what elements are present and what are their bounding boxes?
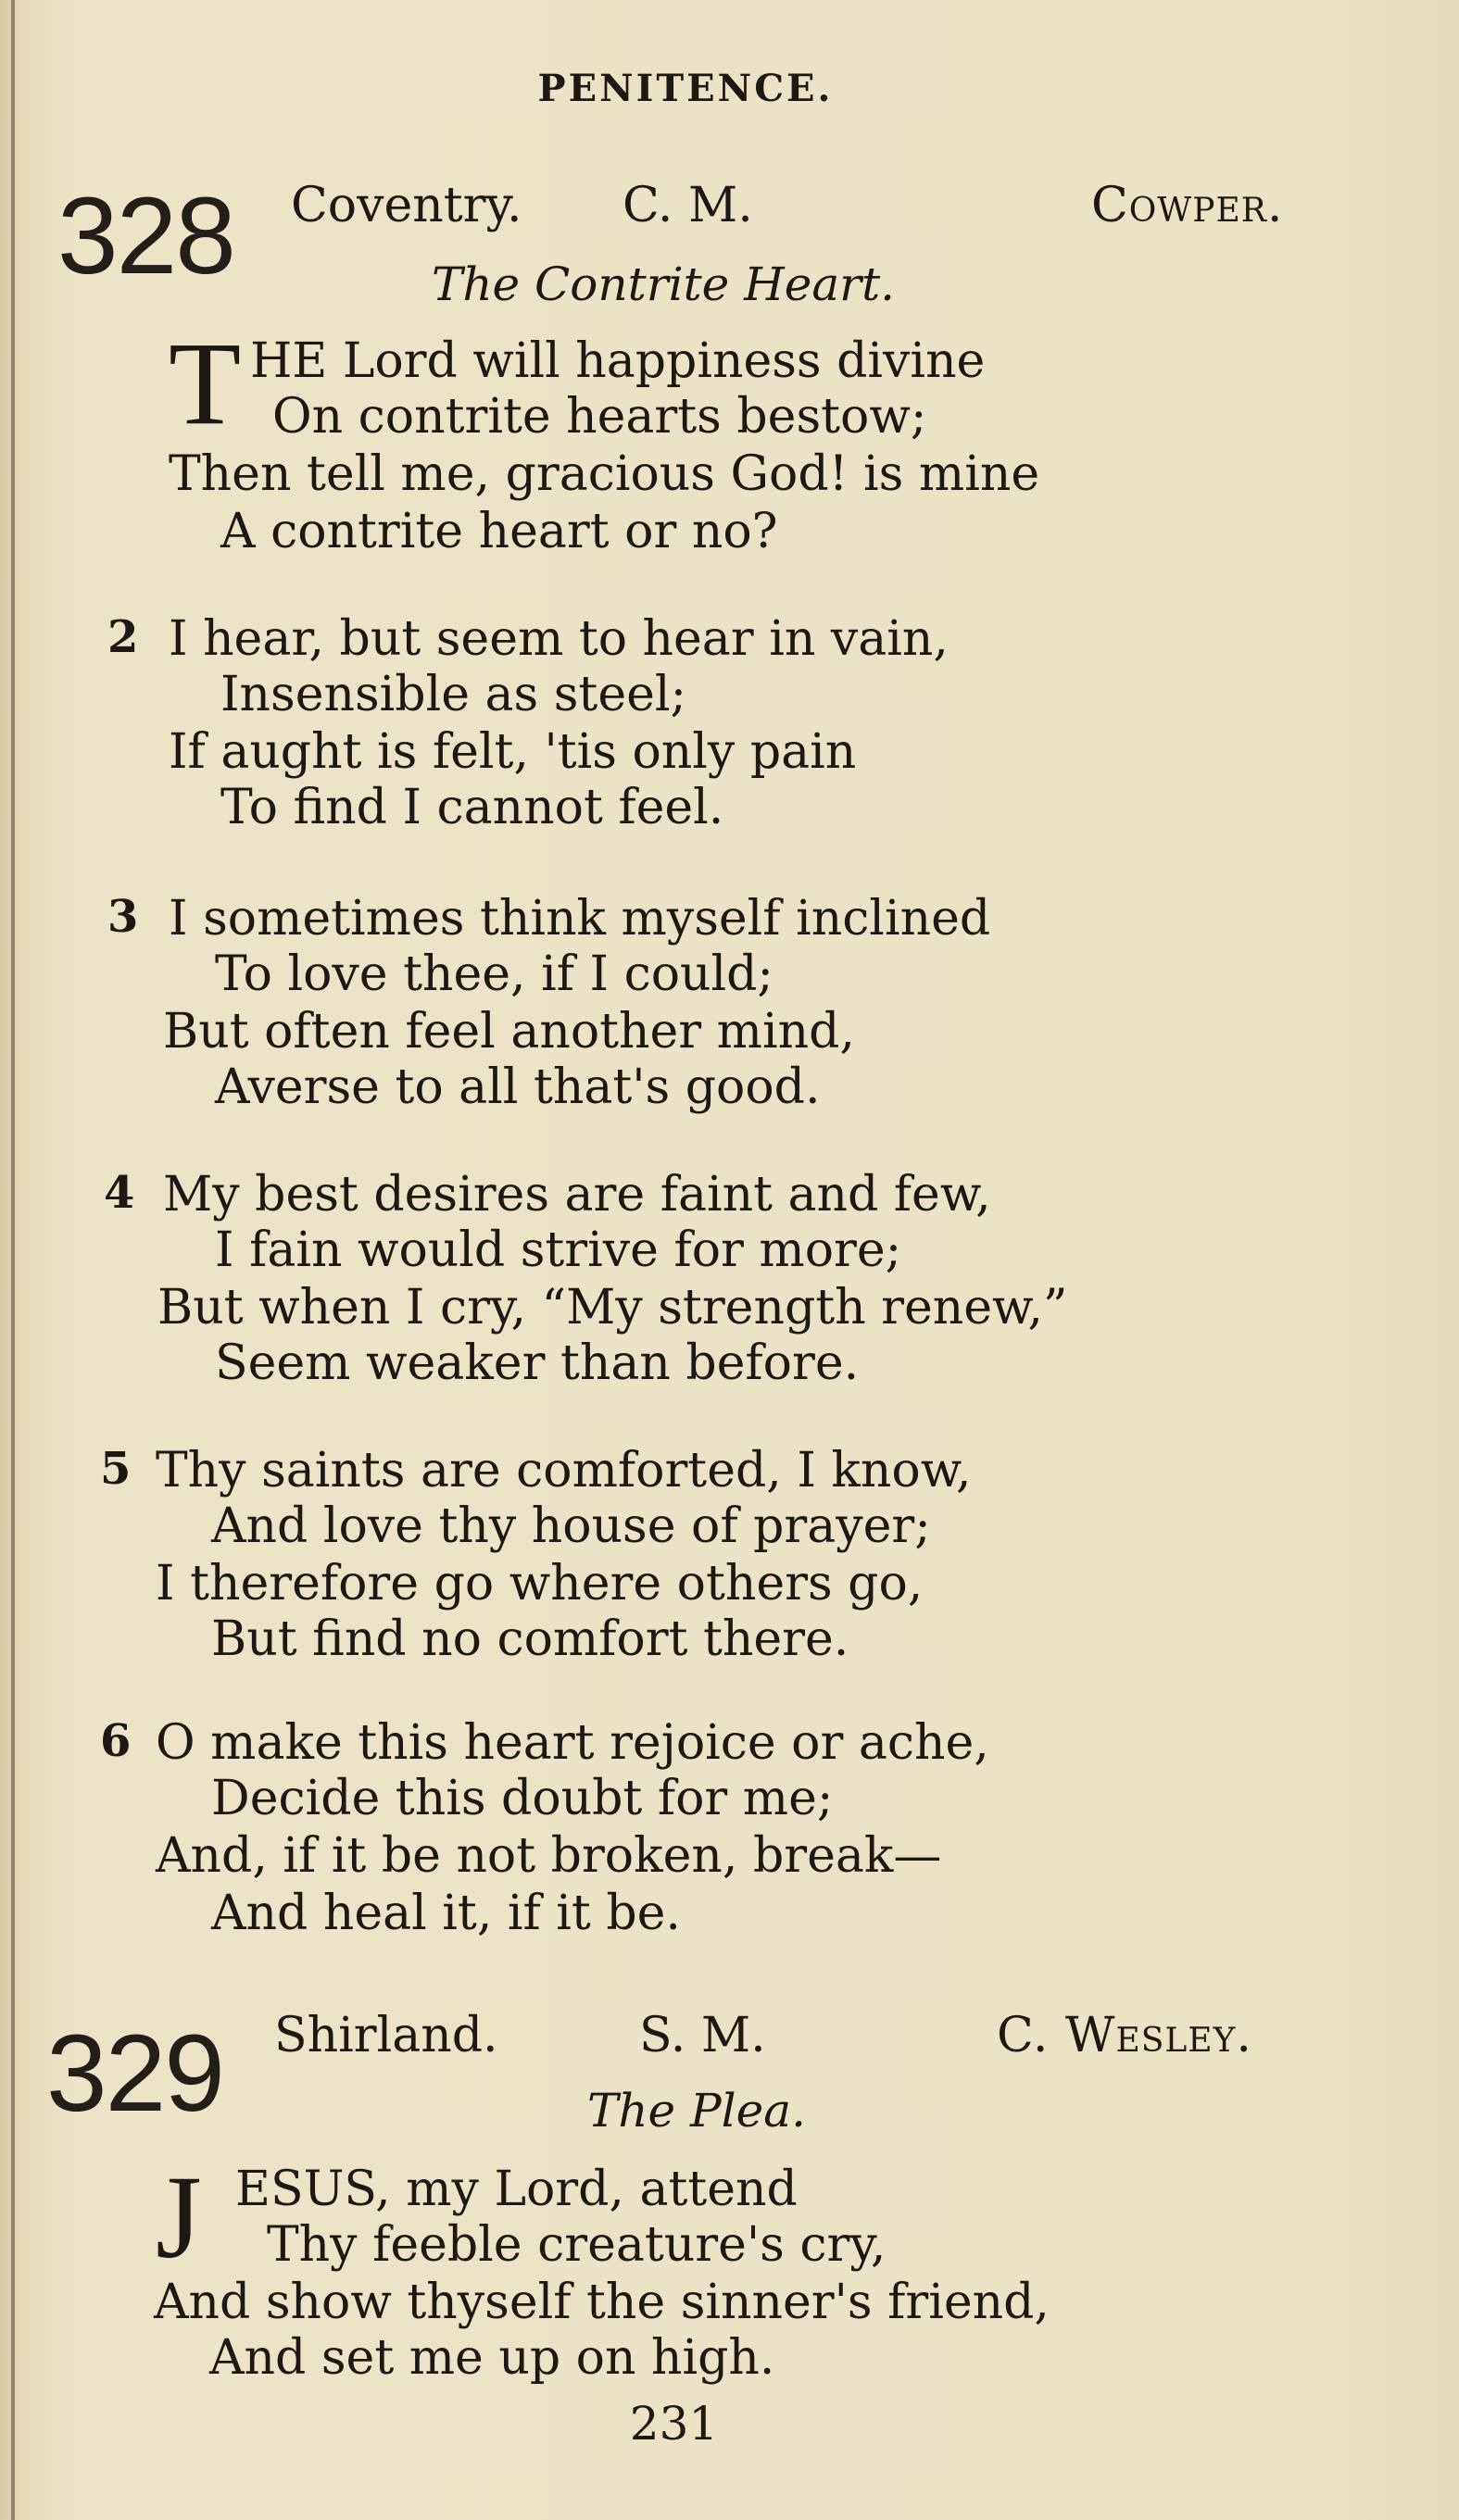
- verse-line: But often feel another mind,: [163, 1004, 855, 1059]
- verse-line: HE Lord will happiness divine: [250, 333, 986, 389]
- hymn-number: 329: [46, 2012, 223, 2135]
- verse-line: I hear, but seem to hear in vain,: [169, 611, 949, 667]
- drop-cap: T: [169, 318, 242, 449]
- verse-line: O make this heart rejoice or ache,: [156, 1715, 989, 1771]
- page-number: 231: [629, 2397, 719, 2451]
- stanza-number: 2: [107, 611, 139, 663]
- verse-line: But find no comfort there.: [211, 1611, 849, 1667]
- verse-line: I therefore go where others go,: [156, 1556, 924, 1611]
- verse-line: To love thee, if I could;: [215, 947, 774, 1002]
- verse-line: Decide this doubt for me;: [211, 1771, 834, 1826]
- verse-line: And show thyself the sinner's friend,: [154, 2275, 1050, 2330]
- stanza-number: 5: [100, 1443, 132, 1495]
- verse-line: And love thy house of prayer;: [211, 1498, 931, 1554]
- hymn-title: The Contrite Heart.: [432, 257, 896, 311]
- hymn-number: 328: [57, 175, 234, 297]
- verse-line: Insensible as steel;: [220, 667, 687, 722]
- verse-line: A contrite heart or no?: [220, 504, 778, 559]
- verse-line: And heal it, if it be.: [211, 1886, 681, 1941]
- verse-line: Thy saints are comforted, I know,: [156, 1443, 972, 1498]
- verse-line: ESUS, my Lord, attend: [235, 2162, 798, 2217]
- verse-line: On contrite hearts bestow;: [272, 389, 927, 445]
- hymn-title: The Plea.: [587, 2084, 806, 2138]
- tune-name: Coventry.: [291, 178, 522, 233]
- verse-line: Thy feeble creature's cry,: [267, 2217, 887, 2273]
- running-head: PENITENCE.: [537, 67, 834, 110]
- verse-line: To find I cannot feel.: [220, 780, 724, 835]
- stanza-number: 6: [100, 1715, 132, 1767]
- stanza-number: 3: [107, 891, 139, 943]
- stanza-number: 4: [104, 1167, 135, 1219]
- verse-line: And, if it be not broken, break—: [156, 1828, 942, 1884]
- author: Cowper.: [1091, 178, 1284, 233]
- drop-cap: J: [156, 2151, 202, 2283]
- author: C. Wesley.: [997, 2008, 1252, 2063]
- verse-line: Averse to all that's good.: [215, 1059, 821, 1115]
- verse-line: Seem weaker than before.: [215, 1335, 860, 1391]
- verse-line: And set me up on high.: [209, 2330, 775, 2386]
- verse-line: I sometimes think myself inclined: [169, 891, 991, 947]
- verse-line: If aught is felt, 'tis only pain: [169, 724, 857, 780]
- gutter-edge: [11, 0, 15, 2520]
- tune-name: Shirland.: [274, 2008, 498, 2063]
- verse-line: Then tell me, gracious God! is mine: [169, 446, 1040, 502]
- meter: C. M.: [623, 178, 753, 233]
- meter: S. M.: [639, 2008, 766, 2063]
- verse-line: I fain would strive for more;: [215, 1222, 902, 1278]
- verse-line: But when I cry, “My strength renew,”: [157, 1280, 1068, 1335]
- verse-line: My best desires are faint and few,: [163, 1167, 991, 1222]
